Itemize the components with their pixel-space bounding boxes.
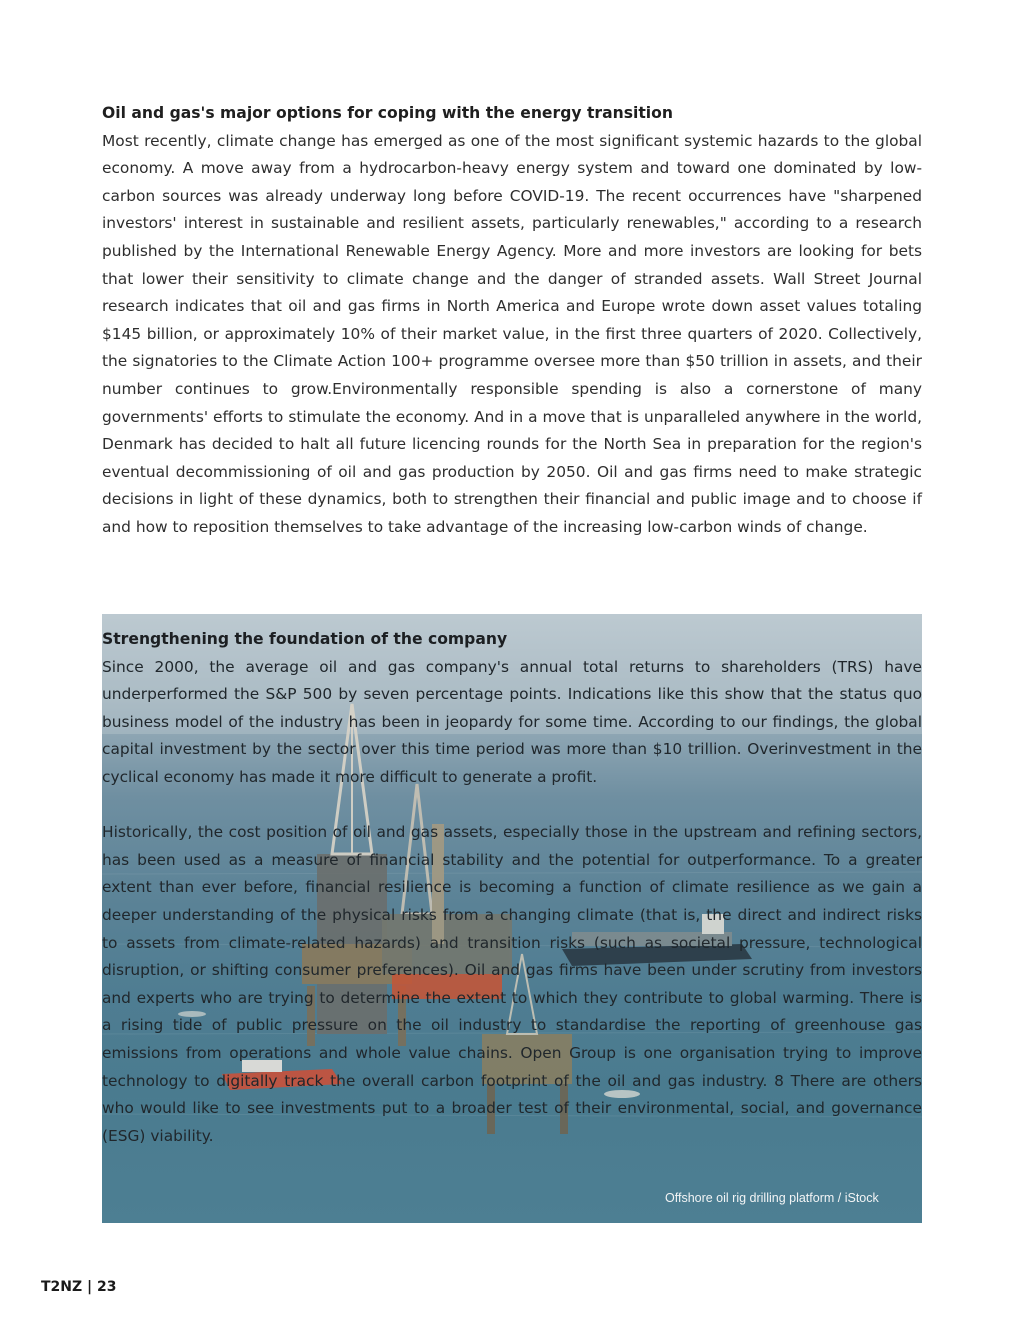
section-heading: Strengthening the foundation of the company bbox=[102, 630, 508, 648]
section-heading: Oil and gas's major options for coping with the energy transition bbox=[102, 104, 673, 122]
section-paragraph: Since 2000, the average oil and gas company's annual total returns to shareholders (TRS) have underperformed the S&P 500 by seven percentage points. Indications like this show that the status quo business model of the industry has been in jeopardy for some time. According to our findings, the global capital investment by the sector over this time period was more than $10 trillion. Overinvestment in the cyclical economy has made it more difficult to generate a profit. bbox=[102, 657, 922, 786]
section-paragraph: Historically, the cost position of oil and gas assets, especially those in the upstream and refining sectors, has been used as a measure of financial stability and the potential for outperformance. To a greater extent than ever before, financial resilience is becoming a function of climate resilience as we gain a deeper understanding of the physical risks from a changing climate (that is, the direct and indirect risks to assets from climate-related hazards) and transition risks (such as societal pressure, technological disruption, or shifting consumer preferences). Oil and gas firms have been under scrutiny from investors and experts who are trying to determine the extent to which they contribute to global warming. There is a rising tide of public pressure on the oil industry to standardise the reporting of greenhouse gas emissions from operations and whole value chains. Open Group is one organisation trying to improve technology to digitally track the overall carbon footprint of the oil and gas industry. 8 There are others who would like to see investments put to a broader test of their environmental, social, and governance (ESG) viability. bbox=[102, 823, 922, 1145]
page-footer-label: T2NZ | 23 bbox=[41, 1279, 117, 1295]
photo-caption: Offshore oil rig drilling platform / iStock bbox=[665, 1191, 879, 1205]
section-company-foundation bbox=[102, 626, 922, 1150]
section-energy-transition bbox=[102, 100, 922, 542]
paragraph-spacer bbox=[102, 792, 922, 820]
section-body: Most recently, climate change has emerged as one of the most significant systemic hazards to the global economy. A move away from a hydrocarbon-heavy energy system and toward one dominated by low-carbon sources was already underway long before COVID-19. The recent occurrences have "sharpened investors' interest in sustainable and resilient assets, particularly renewables," according to a research published by the International Renewable Energy Agency. More and more investors are looking for bets that lower their sensitivity to climate change and the danger of stranded assets. Wall Street Journal research indicates that oil and gas firms in North America and Europe wrote down asset values totaling $145 billion, or approximately 10% of their market value, in the first three quarters of 2020. Collectively, the signatories to the Climate Action 100+ programme oversee more than $50 trillion in assets, and their number continues to grow.Environmentally responsible spending is also a cornerstone of many governments' efforts to stimulate the economy. And in a move that is unparalleled anywhere in the world, Denmark has decided to halt all future licencing rounds for the North Sea in preparation for the region's eventual decommissioning of oil and gas production by 2050. Oil and gas firms need to make strategic decisions in light of these dynamics, both to strengthen their financial and public image and to choose if and how to reposition themselves to take advantage of the increasing low-carbon winds of change. bbox=[102, 131, 922, 536]
